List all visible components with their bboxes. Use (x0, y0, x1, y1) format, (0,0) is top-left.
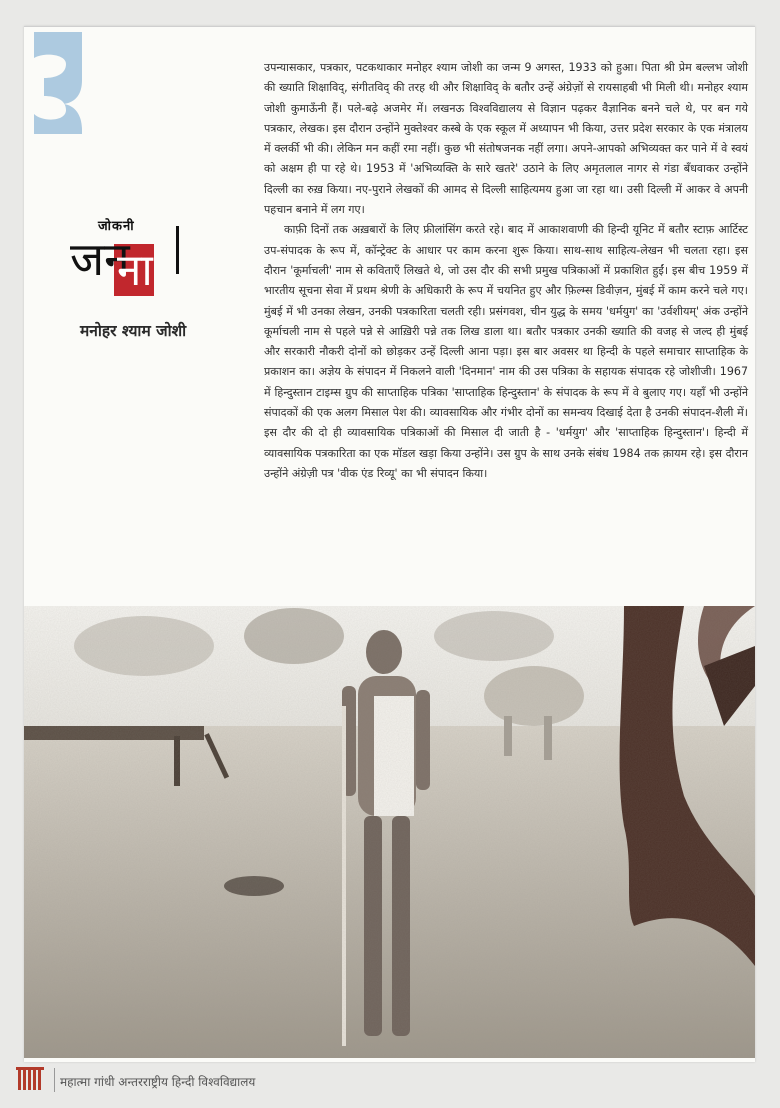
logo-big-text: जन (70, 232, 130, 286)
vintage-photograph (24, 606, 755, 1058)
logo-red-text: ना (117, 245, 153, 296)
top-rule (24, 26, 755, 27)
article-body (264, 58, 748, 484)
university-logo-icon (16, 1066, 46, 1092)
footer-divider (54, 1068, 55, 1092)
paragraph-1: उपन्यासकार, पत्रकार, पटकथाकार मनोहर श्याम जोशी का जन्म 9 अगस्त, 1933 को हुआ। पिता श्री प्रेम बल्लभ जोशी की ख्याति शिक्षाविद्, संगीतविद् की तरह थी और शिक्षाविद् के बतौर उन्हें अंग्रेज़ों से रायसाहबी भी मिली थी। मनोहर श्याम जोशी कुमाऊँनी हैं। पले-बढ़े अजमेर में। लखनऊ विश्वविद्यालय से विज्ञान पढ़कर वैज्ञानिक बनने चले थे, पर बन गये पत्रकार, लेखक। इस दौरान उन्होंने मुक्तेश्वर कस्बे के एक स्कूल में अध्यापन भी किया, उत्तर प्रदेश सरकार के एक मंत्रालय में क्लर्की भी की। लेकिन मन कहीं रमा नहीं। कुछ भी संतोषजनक नहीं लगा। अपने-आपको अभिव्यक्त कर पाने में वे स्वयं को अक्षम ही पा रहे थे। 1953 में 'अभिव्यक्ति के सारे खतरे' उठाने के लिए अमृतलाल नागर से गंडा बँधवाकर उन्होंने दिल्ली का रुख़ किया। नए-पुराने लेखकों की आमद से दिल्ली साहित्यमय हुआ जा रहा था। उसी दिल्ली में आकर वे अपनी पहचान बनाने में लग गए। (264, 61, 748, 217)
chapter-number-graphic (30, 30, 84, 134)
author-name: मनोहर श्याम जोशी (80, 322, 187, 340)
paragraph-2: काफ़ी दिनों तक अख़बारों के लिए फ्रीलांसिंग करते रहे। बाद में आकाशवाणी की हिन्दी यूनिट में बतौर स्टाफ़ आर्टिस्ट उप-संपादक के रूप में, कॉन्ट्रेक्ट के आधार पर काम करना शुरू किया। साथ-साथ साहित्य-लेखन भी चलता रहा। इस दौरान 'कूर्माचली' नाम से कविताएँ लिखते थे, जो उस दौर की सभी प्रमुख पत्रिकाओं में प्रकाशित हुईं। इस बीच 1959 में भारतीय सूचना सेवा में प्रथम श्रेणी के अधिकारी के रूप में चयनित हुए और फ़िल्म्स डिवीज़न, मुंबई में काम करने चले गए। मुंबई में भी उनका लेखन, उनकी पत्रकारिता चलती रही। प्रसंगवश, चीन युद्ध के समय 'धर्मयुग' का 'उर्वशीयम्' अंक उन्होंने कूर्माचली नाम से पहले पन्ने से आख़िरी पन्ने तक लिख डाला था। बतौर पत्रकार उनकी ख्याति की वजह से जल्द ही मुंबई और सरकारी नौकरी दोनों को छोड़कर उन्हें दिल्ली आना पड़ा। इस बार अवसर था हिन्दी के पहले समाचार साप्ताहिक के प्रकाशन का। अज्ञेय के संपादन में निकलने वाली 'दिनमान' नाम की उस पत्रिका के सहायक संपादक रहे जोशीजी। 1967 में हिन्दुस्तान टाइम्स ग्रुप की साप्ताहिक पत्रिका 'साप्ताहिक हिन्दुस्तान' के संपादक के रूप में वे बुलाए गए। यहाँ भी उन्होंने संपादकों की एक अलग मिसाल पेश की। व्यावसायिक और गंभीर दोनों का समन्वय दिखाई देता है उनकी संपादन-शैली में। इस दौर की दो ही व्यावसायिक पत्रिकाओं की मिसाल दी जाती है - 'धर्मयुग' और 'साप्ताहिक हिन्दुस्तान'। हिन्दी में व्यावसायिक पत्रकारिता का एक मॉडल खड़ा किया उन्होंने। उस ग्रुप के साथ उनके संबंध 1984 तक क़ायम रहे। इस दौरान उन्होंने अंग्रेज़ी पत्र 'वीक एंड रिव्यू' का भी संपादन किया। (264, 223, 749, 480)
logo-small-text: जोकनी (98, 219, 135, 234)
logo-vertical-stroke (176, 226, 179, 274)
footer-institution-name: महात्मा गांधी अन्तरराष्ट्रीय हिन्दी विश्वविद्यालय (60, 1075, 256, 1089)
